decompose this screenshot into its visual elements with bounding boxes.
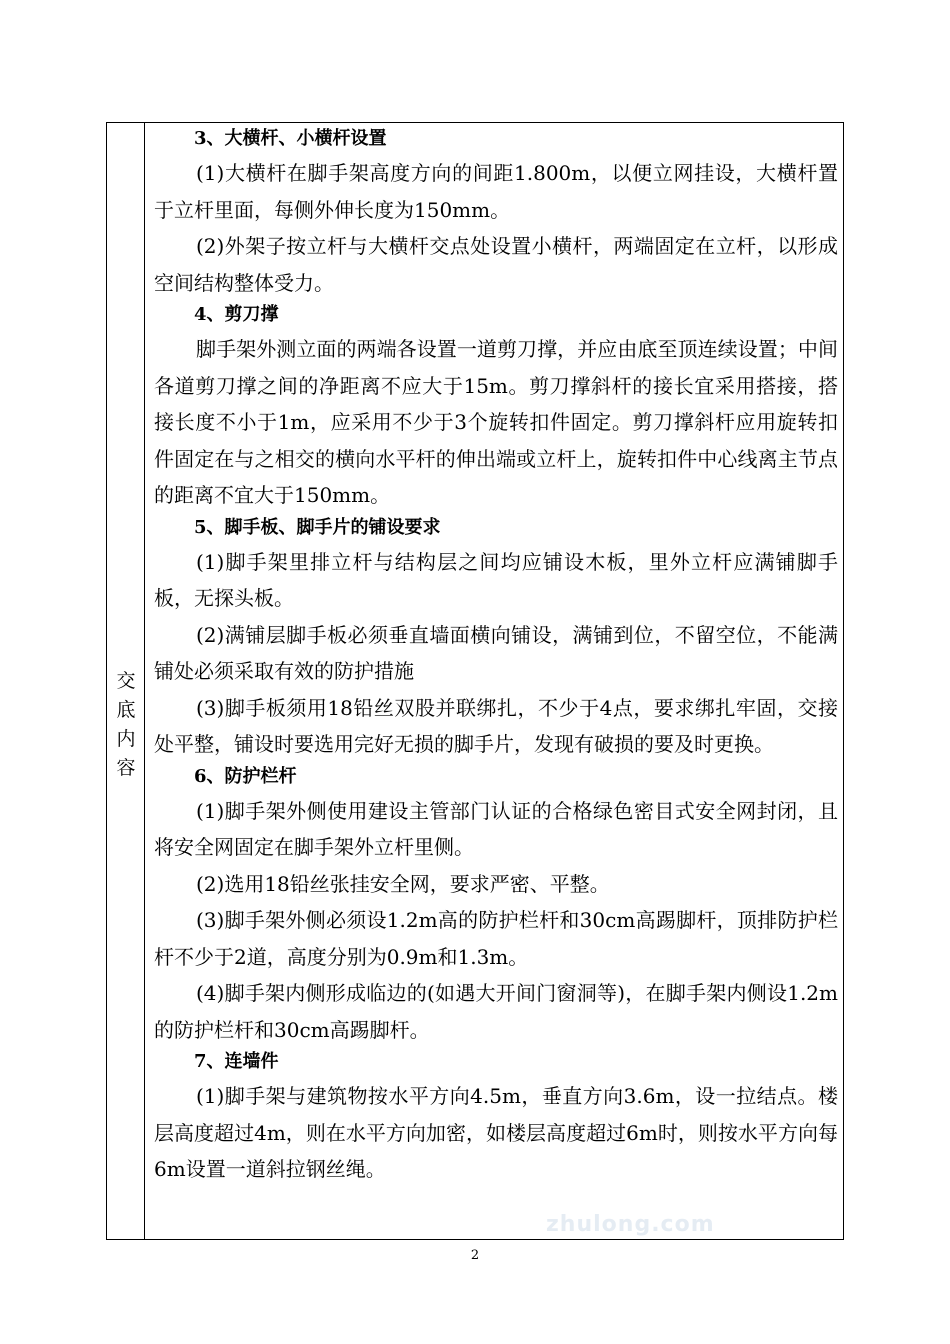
section-heading: 4、剪刀撑 (194, 304, 279, 325)
section-heading: 7、连墙件 (194, 1051, 279, 1072)
paragraph: (1)脚手架外侧使用建设主管部门认证的合格绿色密目式安全网封闭，且将安全网固定在脚手架外立杆里侧。 (154, 798, 838, 859)
paragraph: (4)脚手架内侧形成临边的(如遇大开间门窗洞等)，在脚手架内侧设1.2m的防护栏杆和30cm高踢脚杆。 (154, 981, 838, 1042)
content-cell (154, 125, 838, 1188)
handover-table (106, 122, 844, 1240)
section-heading: 3、大横杆、小横杆设置 (194, 128, 387, 149)
label-char: 底 (116, 699, 136, 721)
label-char: 内 (116, 728, 136, 750)
paragraph: (1)脚手架与建筑物按水平方向4.5m，垂直方向3.6m，设一拉结点。楼层高度超过4m，则在水平方向加密，如楼层高度超过6m时，则按水平方向每6m设置一道斜拉钢丝绳。 (154, 1084, 838, 1181)
paragraph: (2)满铺层脚手板必须垂直墙面横向铺设，满铺到位，不留空位，不能满铺处必须采取有效的防护措施 (154, 622, 838, 683)
label-char: 交 (116, 670, 136, 692)
section-heading: 6、防护栏杆 (194, 765, 297, 787)
paragraph: (3)脚手架外侧必须设1.2m高的防护栏杆和30cm高踢脚杆，顶排防护栏杆不少于2道，高度分别为0.9m和1.3m。 (154, 908, 838, 969)
paragraph: (2)选用18铅丝张挂安全网，要求严密、平整。 (196, 871, 610, 896)
label-char: 容 (116, 757, 136, 779)
row-label (107, 667, 145, 783)
paragraph: 脚手架外测立面的两端各设置一道剪刀撑，并应由底至顶连续设置；中间各道剪刀撑之间的净距离不应大于15m。剪刀撑斜杆的接长宜采用搭接，搭接长度不小于1m，应采用不少于3个旋转扣件固定。剪刀撑斜杆应用旋转扣件固定在与之相交的横向水平杆的伸出端或立杆上，旋转扣件中心线离主节点的距离不宜大于150mm。 (154, 337, 838, 507)
page-number: 2 (470, 1248, 480, 1263)
watermark: zhulong.com (546, 1212, 715, 1237)
paragraph: (1)大横杆在脚手架高度方向的间距1.800m，以便立网挂设，大横杆置于立杆里面，每侧外伸长度为150mm。 (154, 161, 838, 222)
paragraph: (1)脚手架里排立杆与结构层之间均应铺设木板，里外立杆应满铺脚手板，无探头板。 (154, 549, 838, 610)
paragraph: (2)外架子按立杆与大横杆交点处设置小横杆，两端固定在立杆，以形成空间结构整体受力。 (154, 234, 838, 295)
section-heading: 5、脚手板、脚手片的铺设要求 (194, 516, 441, 538)
label-column (107, 123, 145, 1239)
paragraph: (3)脚手板须用18铅丝双股并联绑扎，不少于4点，要求绑扎牢固，交接处平整，铺设时要选用完好无损的脚手片，发现有破损的要及时更换。 (154, 695, 838, 756)
